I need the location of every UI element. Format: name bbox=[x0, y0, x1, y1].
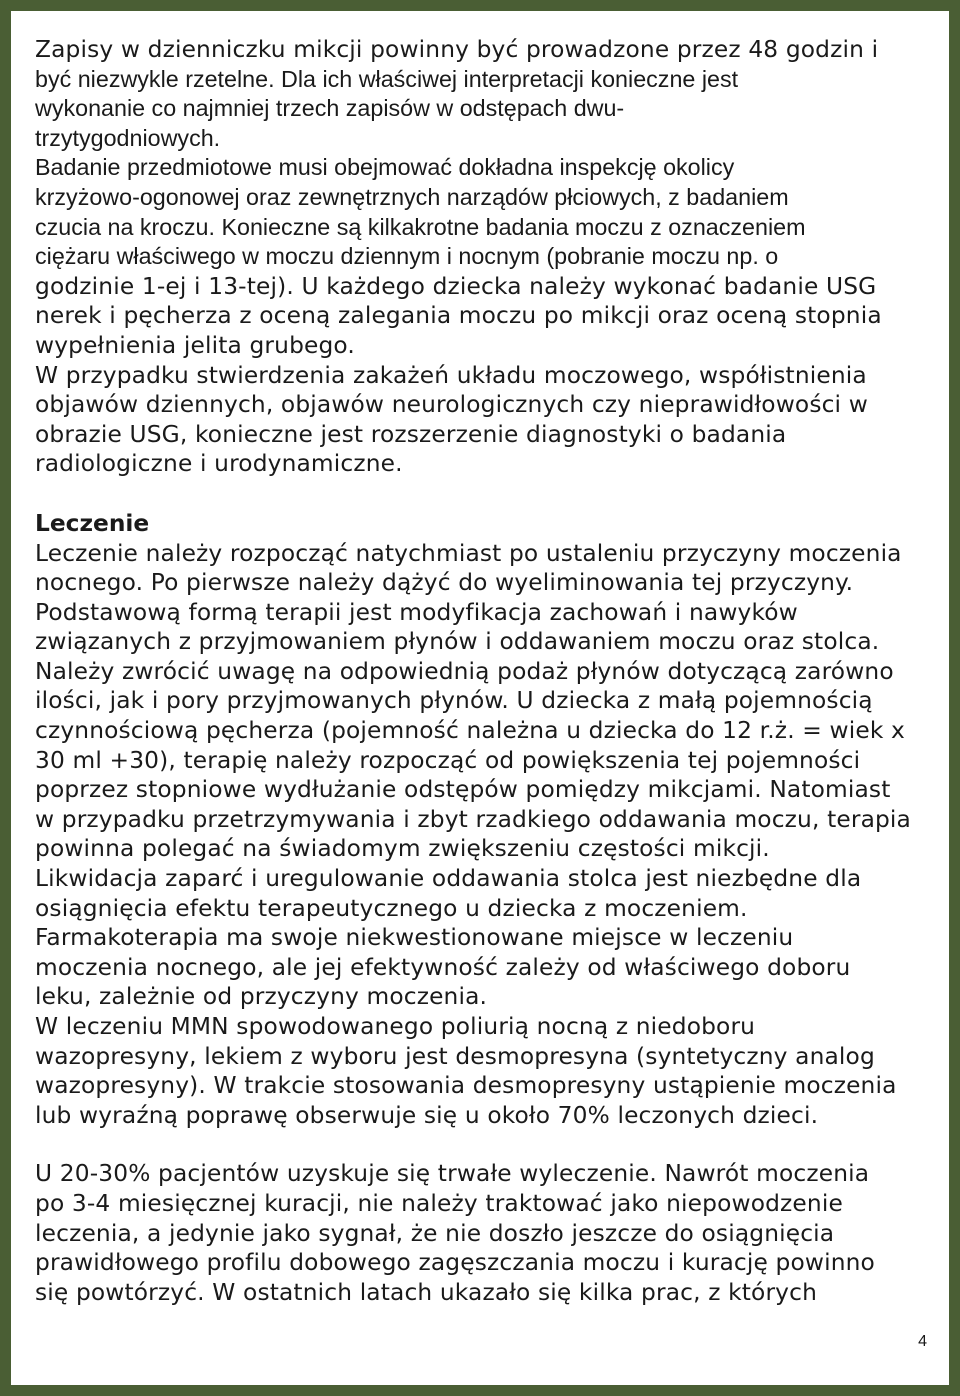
text-line: W leczeniu MMN spowodowanego poliurią nocną z niedoboru bbox=[35, 1013, 756, 1040]
page-content bbox=[35, 35, 955, 1307]
text-line: Zapisy w dzienniczku mikcji powinny być prowadzone przez 48 godzin i bbox=[35, 36, 879, 63]
text-line: Leczenie należy rozpocząć natychmiast po ustaleniu przyczyny moczenia bbox=[35, 539, 902, 567]
text-line: obrazie USG, konieczne jest rozszerzenie diagnostyki o badania bbox=[35, 420, 787, 448]
text-line: godzinie 1-ej i 13-tej). U każdego dziecka należy wykonać badanie USG bbox=[35, 272, 877, 300]
text-line: moczenia nocnego, ale jej efektywność zależy od właściwego doboru bbox=[35, 953, 851, 981]
text-line: Farmakoterapia ma swoje niekwestionowane miejsce w leczeniu bbox=[35, 924, 794, 952]
text-line: trzytygodniowych. bbox=[35, 124, 221, 151]
text-line: nocnego. Po pierwsze należy dążyć do wyeliminowania tej przyczyny. bbox=[35, 569, 854, 597]
text-line: nerek i pęcherza z oceną zalegania moczu po mikcji oraz oceną stopnia bbox=[35, 302, 882, 330]
text-line: 30 ml +30), terapię należy rozpocząć od powiększenia tej pojemności bbox=[35, 746, 861, 774]
text-line: się powtórzyć. W ostatnich latach ukazało się kilka prac, z których bbox=[35, 1278, 817, 1306]
text-line: Należy zwrócić uwagę na odpowiednią podaż płynów dotyczącą zarówno bbox=[35, 657, 894, 685]
page-number: 4 bbox=[918, 1333, 927, 1350]
intro-paragraphs bbox=[35, 35, 955, 479]
text-line: Likwidacja zaparć i uregulowanie oddawania stolca jest niezbędne dla bbox=[35, 865, 862, 893]
text-line: wykonanie co najmniej trzech zapisów w odstępach dwu- bbox=[35, 95, 625, 122]
text-line: lub wyraźną poprawę obserwuje się u około 70% leczonych dzieci. bbox=[35, 1101, 819, 1129]
text-line: U 20-30% pacjentów uzyskuje się trwałe wyleczenie. Nawrót moczenia bbox=[35, 1160, 870, 1188]
text-line: po 3-4 miesięcznej kuracji, nie należy traktować jako niepowodzenie bbox=[35, 1189, 843, 1217]
text-line: w przypadku przetrzymywania i zbyt rzadkiego oddawania moczu, terapia bbox=[35, 805, 911, 833]
treatment-paragraphs bbox=[35, 539, 955, 1131]
text-line: być niezwykle rzetelne. Dla ich właściwej interpretacji konieczne jest bbox=[35, 65, 739, 92]
outcome-paragraphs bbox=[35, 1159, 955, 1307]
text-line: wypełnienia jelita grubego. bbox=[35, 331, 355, 359]
text-line: leczenia, a jedynie jako sygnał, że nie doszło jeszcze do osiągnięcia bbox=[35, 1219, 835, 1247]
text-line: ciężaru właściwego w moczu dziennym i nocnym (pobranie moczu np. o bbox=[35, 243, 779, 270]
text-line: wazopresyny, lekiem z wyboru jest desmopresyna (syntetyczny analog bbox=[35, 1042, 875, 1070]
text-line: radiologiczne i urodynamiczne. bbox=[35, 450, 403, 478]
text-line: czynnościową pęcherza (pojemność należna u dziecka do 12 r.ż. = wiek x bbox=[35, 717, 905, 745]
text-line: powinna polegać na świadomym zwiększeniu częstości mikcji. bbox=[35, 835, 770, 863]
text-line: W przypadku stwierdzenia zakażeń układu moczowego, współistnienia bbox=[35, 361, 867, 389]
text-line: wazopresyny). W trakcie stosowania desmopresyny ustąpienie moczenia bbox=[35, 1072, 897, 1100]
text-line: osiągnięcia efektu terapeutycznego u dziecka z moczeniem. bbox=[35, 894, 748, 922]
text-line: krzyżowo-ogonowej oraz zewnętrznych narządów płciowych, z badaniem bbox=[35, 183, 789, 210]
text-line: ilości, jak i pory przyjmowanych płynów. U dziecka z małą pojemnością bbox=[35, 687, 873, 715]
section-heading: Leczenie bbox=[35, 509, 150, 537]
text-line: leku, zależnie od przyczyny moczenia. bbox=[35, 983, 488, 1011]
text-line: prawidłowego profilu dobowego zagęszczania moczu i kurację powinno bbox=[35, 1249, 875, 1277]
text-line: związanych z przyjmowaniem płynów i oddawaniem moczu oraz stolca. bbox=[35, 628, 880, 656]
text-line: czucia na kroczu. Konieczne są kilkakrotne badania moczu z oznaczeniem bbox=[35, 213, 806, 240]
text-line: Badanie przedmiotowe musi obejmować dokładna inspekcję okolicy bbox=[35, 154, 735, 181]
text-line: Podstawową formą terapii jest modyfikacja zachowań i nawyków bbox=[35, 598, 798, 626]
text-line: poprzez stopniowe wydłużanie odstępów pomiędzy mikcjami. Natomiast bbox=[35, 776, 891, 804]
text-line: objawów dziennych, objawów neurologicznych czy nieprawidłowości w bbox=[35, 391, 868, 419]
